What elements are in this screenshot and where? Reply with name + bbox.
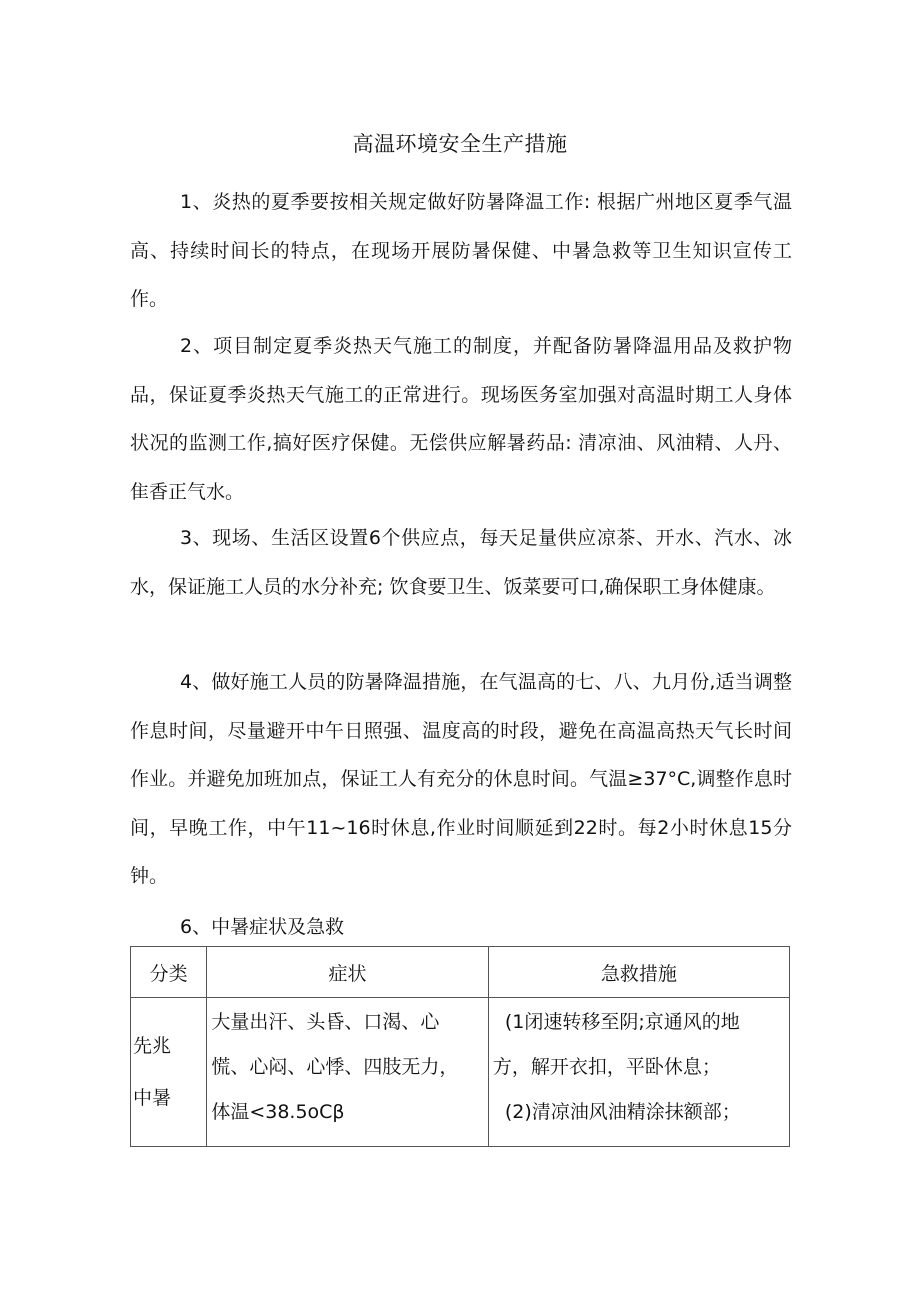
symptom-line: 体温<38.5oCβ (211, 1101, 345, 1123)
symptom-line: 大量出汗、头昏、口渴、心 (211, 1011, 440, 1033)
aid-line: (1闭速转移至阴;京通风的地 (504, 1011, 740, 1033)
paragraph-1: 1、炎热的夏季要按相关规定做好防暑降温工作: 根据广州地区夏季气温高、持续时间长的特点，在现场开展防暑保健、中暑急救等卫生知识宣传工作。 (130, 191, 792, 310)
heatstroke-table (130, 946, 790, 1147)
category-line: 中暑 (133, 1087, 172, 1109)
aid-line: (2)清凉油风油精涂抹额部； (504, 1101, 741, 1123)
document-title: 高温环境安全生产措施 (352, 132, 568, 156)
header-first-aid: 急救措施 (488, 947, 789, 998)
table-header-row (131, 947, 790, 998)
cell-first-aid (488, 998, 789, 1147)
category-line: 先兆 (133, 1035, 172, 1057)
section-title-heatstroke: 6、中暑症状及急救 (180, 916, 345, 938)
header-symptoms: 症状 (207, 947, 489, 998)
paragraph-3: 3、现场、生活区设置6个供应点，每天足量供应凉茶、开水、汽水、冰水，保证施工人员的水分补充; 饮食要卫生、饭菜要可口,确保职工身体健康。 (130, 527, 792, 598)
table-row (131, 998, 790, 1147)
header-category: 分类 (131, 947, 207, 998)
cell-symptoms (207, 998, 489, 1147)
symptom-line: 慌、心闷、心悸、四肢无力， (211, 1056, 459, 1078)
cell-category (131, 998, 207, 1147)
paragraph-4: 4、做好施工人员的防暑降温措施，在气温高的七、八、九月份,适当调整作息时间，尽量避开中午日照强、温度高的时段，避免在高温高热天气长时间作业。并避免加班加点，保证工人有充分的休息时间。气温≥37°C,调整作息时间，早晚工作，中午11~16时休息,作业时间顺延到22时。每2小时休息15分钟。 (130, 671, 792, 887)
paragraph-2: 2、项目制定夏季炎热天气施工的制度，并配备防暑降温用品及救护物品，保证夏季炎热天气施工的正常进行。现场医务室加强对高温时期工人身体状况的监测工作,搞好医疗保健。无偿供应解暑药品: 清凉油、风油精、人丹、隹香正气水。 (130, 335, 792, 503)
aid-line: 方，解开衣扣，平卧休息； (492, 1056, 721, 1078)
